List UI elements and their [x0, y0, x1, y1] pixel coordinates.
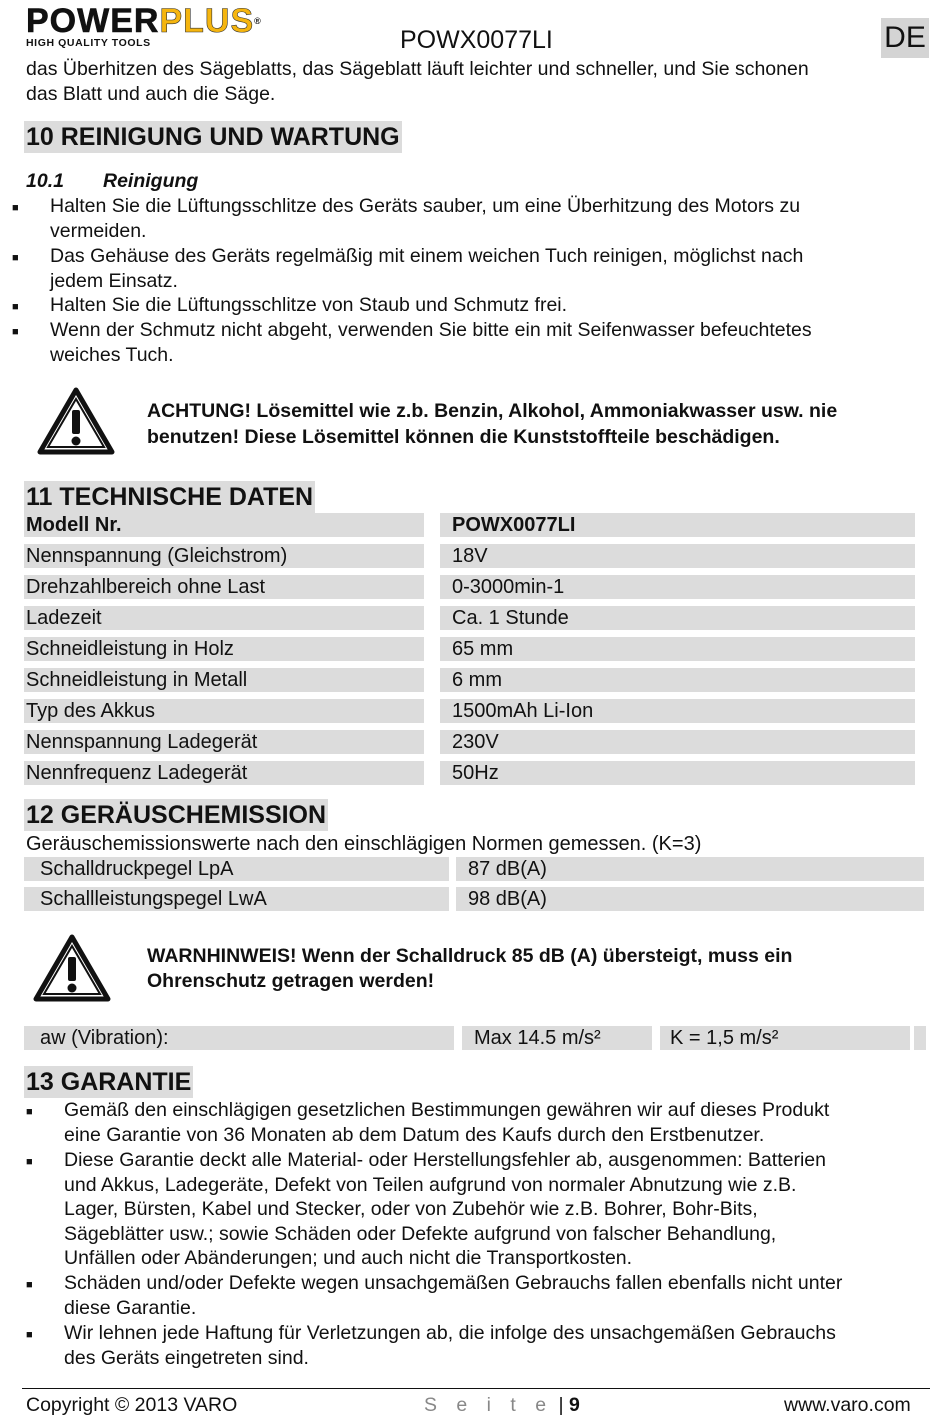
footer-page-word: S e i t e — [424, 1394, 554, 1416]
list-item-line: Lager, Bürsten, Kabel und Stecker, oder von Zubehör wie z.B. Bohrer, Bohr-Bits, — [64, 1198, 758, 1220]
bullet-icon: ■ — [12, 301, 19, 313]
section-12-heading: 12 GERÄUSCHEMISSION — [26, 801, 327, 829]
spec-value: 6 mm — [452, 669, 502, 691]
bullet-icon: ■ — [26, 1329, 33, 1341]
logo-tagline: HIGH QUALITY TOOLS — [26, 37, 151, 49]
list-item-line: Schäden und/oder Defekte wegen unsachgemäßen Gebrauchs fallen ebenfalls nicht unter — [64, 1272, 843, 1294]
warning-noise-line-2: Ohrenschutz getragen werden! — [147, 970, 435, 992]
list-item — [12, 293, 912, 318]
warning-cleaning-line-2: benutzen! Diese Lösemittel können die Kunststoffteile beschädigen. — [147, 426, 780, 448]
spec-label: Typ des Akkus — [26, 700, 155, 722]
brand-logo — [26, 2, 286, 49]
list-item-line: des Geräts eingetreten sind. — [64, 1346, 309, 1369]
language-badge: DE — [881, 18, 929, 58]
warning-cleaning-line-1: ACHTUNG! Lösemittel wie z.b. Benzin, Alkohol, Ammoniakwasser usw. nie — [147, 400, 838, 422]
vibration-uncertainty: K = 1,5 m/s² — [670, 1027, 779, 1049]
table-row — [440, 730, 915, 754]
list-item-line: Das Gehäuse des Geräts regelmäßig mit einem weichen Tuch reinigen, möglichst nach — [50, 245, 804, 267]
header-model: POWX0077LI — [400, 26, 553, 54]
noise-value: 98 dB(A) — [468, 888, 547, 910]
vibration-value: Max 14.5 m/s² — [474, 1027, 601, 1049]
spec-label: Nennspannung Ladegerät — [26, 731, 258, 753]
list-item-line: Wir lehnen jede Haftung für Verletzungen ab, die infolge des unsachgemäßen Gebrauchs — [64, 1322, 836, 1344]
bullet-icon: ■ — [12, 252, 19, 264]
footer-divider — [22, 1388, 930, 1389]
spec-value: 1500mAh Li-Ion — [452, 700, 594, 722]
section-10-1-number: 10.1 — [26, 170, 64, 192]
list-item-line: Wenn der Schmutz nicht abgeht, verwenden Sie bitte ein mit Seifenwasser befeuchtetes — [50, 319, 812, 341]
list-item-line: Unfällen oder Abänderungen; und auch nicht die Transportkosten. — [64, 1247, 633, 1269]
noise-label: Schallleistungspegel LwA — [40, 888, 267, 910]
spec-value: POWX0077LI — [452, 514, 576, 536]
spec-value: 18V — [452, 545, 488, 567]
list-item-line: Gemäß den einschlägigen gesetzlichen Bestimmungen gewähren wir auf dieses Produkt — [64, 1099, 830, 1121]
spec-label: Drehzahlbereich ohne Last — [26, 576, 266, 598]
footer-copyright: Copyright © 2013 VARO — [26, 1394, 238, 1416]
list-item-line: weiches Tuch. — [50, 343, 174, 366]
list-item-line: Sägeblätter usw.; sowie Schäden oder Defekte aufgrund von falscher Behandlung, — [64, 1222, 777, 1245]
warning-icon — [32, 933, 112, 1003]
bullet-icon: ■ — [12, 326, 19, 338]
table-row — [440, 761, 915, 785]
bullet-icon: ■ — [26, 1106, 33, 1118]
spec-value: 65 mm — [452, 638, 514, 660]
section-11-heading: 11 TECHNISCHE DATEN — [26, 483, 314, 511]
intro-line-2: das Blatt und auch die Säge. — [26, 83, 276, 105]
footer-page-number: 9 — [569, 1394, 580, 1416]
spec-label: Nennspannung (Gleichstrom) — [26, 545, 288, 567]
spec-label: Schneidleistung in Metall — [26, 669, 248, 691]
spec-label: Modell Nr. — [26, 514, 122, 536]
spec-value: Ca. 1 Stunde — [452, 607, 569, 629]
section-10-1-title: Reinigung — [103, 170, 199, 192]
table-row — [440, 668, 915, 692]
list-item-line: diese Garantie. — [64, 1296, 197, 1319]
list-item-line: eine Garantie von 36 Monaten ab dem Datum des Kaufs durch den Erstbenutzer. — [64, 1123, 765, 1146]
list-item — [12, 194, 912, 243]
list-item-line: vermeiden. — [50, 219, 147, 242]
list-item — [26, 1271, 936, 1320]
noise-label: Schalldruckpegel LpA — [40, 858, 234, 880]
spec-label: Ladezeit — [26, 607, 102, 629]
logo-plus-text: PLUS — [159, 2, 255, 40]
logo-power-text: POWER — [26, 2, 160, 40]
intro-line-1: das Überhitzen des Sägeblatts, das Sägeblatt läuft leichter und schneller, und Sie schonen — [26, 58, 809, 80]
list-item-line: und Akkus, Ladegeräte, Defekt von Teilen aufgrund von normaler Abnutzung wie z.B. — [64, 1173, 797, 1196]
warning-noise-line-1: WARNHINWEIS! Wenn der Schalldruck 85 dB (A) übersteigt, muss ein — [147, 945, 793, 967]
spec-label: Nennfrequenz Ladegerät — [26, 762, 248, 784]
list-item — [26, 1321, 936, 1370]
vibration-label: aw (Vibration): — [40, 1027, 169, 1049]
footer-url: www.varo.com — [784, 1394, 911, 1416]
logo-registered-mark: ® — [254, 16, 262, 26]
section-10-heading: 10 REINIGUNG UND WARTUNG — [26, 123, 400, 151]
spec-value: 50Hz — [452, 762, 499, 784]
spec-label: Schneidleistung in Holz — [26, 638, 234, 660]
list-item — [12, 318, 912, 367]
list-item-line: Halten Sie die Lüftungsschlitze des Geräts sauber, um eine Überhitzung des Motors zu — [50, 195, 801, 217]
list-item-line: Diese Garantie deckt alle Material- oder Herstellungsfehler ab, ausgenommen: Batterien — [64, 1149, 826, 1171]
bullet-icon: ■ — [26, 1279, 33, 1291]
table-row — [914, 1026, 926, 1050]
footer-page — [424, 1394, 580, 1417]
footer-page-separator: | — [558, 1394, 564, 1416]
warning-icon — [36, 386, 116, 456]
list-item — [26, 1148, 936, 1271]
list-item — [12, 244, 912, 293]
spec-value: 230V — [452, 731, 499, 753]
list-item-line: Halten Sie die Lüftungsschlitze von Staub und Schmutz frei. — [50, 294, 568, 316]
spec-value: 0-3000min-1 — [452, 576, 565, 598]
table-row — [440, 544, 915, 568]
bullet-icon: ■ — [26, 1156, 33, 1168]
section-13-heading: 13 GARANTIE — [26, 1068, 192, 1096]
noise-value: 87 dB(A) — [468, 858, 547, 880]
noise-intro: Geräuschemissionswerte nach den einschlägigen Normen gemessen. (K=3) — [26, 833, 702, 855]
list-item-line: jedem Einsatz. — [50, 269, 178, 292]
list-item — [26, 1098, 936, 1147]
bullet-icon: ■ — [12, 202, 19, 214]
